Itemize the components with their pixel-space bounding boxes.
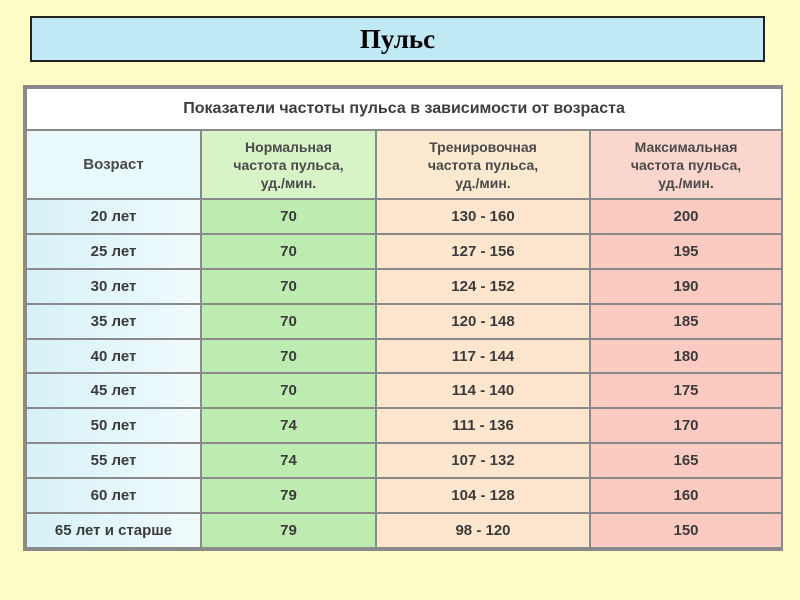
cell-age: 40 лет bbox=[27, 340, 200, 373]
header-training-line: Тренировочная bbox=[429, 138, 537, 155]
cell-normal: 70 bbox=[202, 270, 375, 303]
table-row bbox=[27, 235, 781, 268]
cell-normal: 74 bbox=[202, 409, 375, 442]
cell-training: 111 - 136 bbox=[377, 409, 589, 442]
cell-normal: 70 bbox=[202, 305, 375, 338]
cell-training: 124 - 152 bbox=[377, 270, 589, 303]
cell-training: 114 - 140 bbox=[377, 374, 589, 407]
pulse-table bbox=[25, 87, 783, 549]
cell-training: 127 - 156 bbox=[377, 235, 589, 268]
cell-age: 35 лет bbox=[27, 305, 200, 338]
cell-training: 98 - 120 bbox=[377, 514, 589, 547]
cell-normal: 79 bbox=[202, 514, 375, 547]
page-title: Пульс bbox=[359, 23, 436, 54]
cell-max: 185 bbox=[591, 305, 781, 338]
table-row bbox=[27, 514, 781, 547]
cell-age: 60 лет bbox=[27, 479, 200, 512]
table-row bbox=[27, 200, 781, 233]
header-max-line: Максимальная bbox=[634, 138, 738, 155]
table-row bbox=[27, 305, 781, 338]
cell-max: 165 bbox=[591, 444, 781, 477]
cell-max: 150 bbox=[591, 514, 781, 547]
header-max-rate bbox=[591, 131, 781, 198]
table-row bbox=[27, 479, 781, 512]
cell-age: 65 лет и старше bbox=[27, 514, 200, 547]
cell-normal: 70 bbox=[202, 235, 375, 268]
cell-normal: 70 bbox=[202, 200, 375, 233]
cell-training: 117 - 144 bbox=[377, 340, 589, 373]
cell-age: 50 лет bbox=[27, 409, 200, 442]
cell-age: 20 лет bbox=[27, 200, 200, 233]
table-row bbox=[27, 374, 781, 407]
cell-training: 120 - 148 bbox=[377, 305, 589, 338]
cell-training: 104 - 128 bbox=[377, 479, 589, 512]
table-row bbox=[27, 409, 781, 442]
cell-age: 55 лет bbox=[27, 444, 200, 477]
cell-training: 107 - 132 bbox=[377, 444, 589, 477]
header-max-line: частота пульса, bbox=[630, 156, 742, 173]
pulse-table-container bbox=[23, 85, 783, 551]
cell-age: 30 лет bbox=[27, 270, 200, 303]
table-row bbox=[27, 444, 781, 477]
cell-max: 180 bbox=[591, 340, 781, 373]
table-caption: Показатели частоты пульса в зависимости от возраста bbox=[27, 89, 781, 129]
cell-max: 160 bbox=[591, 479, 781, 512]
header-training-line: частота пульса, bbox=[427, 156, 539, 173]
cell-age: 25 лет bbox=[27, 235, 200, 268]
cell-max: 170 bbox=[591, 409, 781, 442]
cell-normal: 79 bbox=[202, 479, 375, 512]
table-header-row bbox=[27, 131, 781, 198]
header-normal-line: частота пульса, bbox=[233, 156, 344, 173]
cell-age: 45 лет bbox=[27, 374, 200, 407]
header-normal-rate bbox=[202, 131, 375, 198]
cell-max: 190 bbox=[591, 270, 781, 303]
header-training-line: уд./мин. bbox=[455, 174, 511, 191]
cell-max: 200 bbox=[591, 200, 781, 233]
table-row bbox=[27, 340, 781, 373]
cell-max: 195 bbox=[591, 235, 781, 268]
table-row bbox=[27, 270, 781, 303]
cell-normal: 70 bbox=[202, 374, 375, 407]
header-age: Возраст bbox=[27, 131, 200, 198]
header-normal-line: уд./мин. bbox=[260, 174, 317, 191]
header-training-rate bbox=[377, 131, 589, 198]
title-box bbox=[30, 16, 765, 62]
header-max-line: уд./мин. bbox=[658, 174, 714, 191]
cell-normal: 70 bbox=[202, 340, 375, 373]
header-normal-line: Нормальная bbox=[245, 138, 332, 155]
cell-max: 175 bbox=[591, 374, 781, 407]
cell-training: 130 - 160 bbox=[377, 200, 589, 233]
cell-normal: 74 bbox=[202, 444, 375, 477]
